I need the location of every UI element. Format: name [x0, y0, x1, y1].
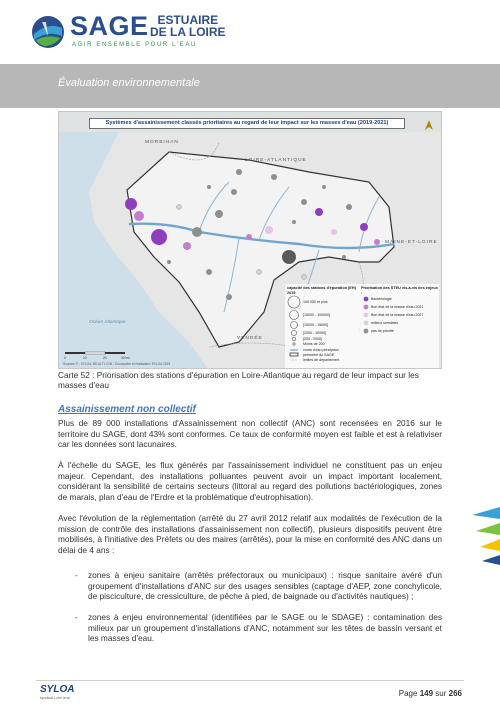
scale-label: 20	[103, 356, 107, 360]
capacity-legend-item: [2000 - 10000[	[303, 331, 327, 335]
line-legend-item: cours d'eau principaux	[303, 348, 339, 352]
footer-logo-subtitle: syndicat Loire aval	[40, 696, 70, 700]
map-caption: Carte 52 : Priorisation des stations d'épuration en Loire-Atlantique au regard de leur impact sur les masses d'eau	[58, 370, 419, 391]
region-label: VENDÉE	[237, 336, 263, 341]
bullet-dash: -	[75, 570, 78, 580]
page-prefix: Page	[398, 689, 418, 698]
logo-tagline: AGIR ENSEMBLE POUR L'EAU	[72, 42, 197, 48]
page-current: 149	[419, 689, 434, 698]
page-header	[0, 0, 500, 62]
capacity-legend-item: [10000 - 15000[	[303, 323, 329, 327]
section-band-title: Évaluation environnementale	[58, 77, 200, 89]
priority-legend-item: pas de priorité	[371, 329, 394, 333]
page-number	[399, 689, 462, 698]
capacity-legend-item: [200 - 2000[	[303, 337, 323, 341]
map-figure	[58, 111, 442, 369]
sage-logo-icon	[30, 14, 66, 50]
paragraph: Plus de 89 000 installations d'Assainissement non collectif (ANC) sont recensées en 2016 sur le territoire du SAGE, dont 43% sont conformes. Ce taux de conformité moyen est faible et est à relativiser car les données sont lacunaires.	[58, 418, 442, 449]
priority-legend-title: Priorisation des STEU vis-à-vis des enjeux :	[361, 286, 438, 295]
logo-sage-text: SAGE	[70, 11, 149, 41]
scale-label: 0	[64, 356, 66, 360]
map-source: Sources © : SYLOA, BD ALTI, IGN - Conception et réalisation: SYLOA 2023	[63, 362, 171, 366]
bullet-dash: -	[75, 612, 78, 622]
region-label: LOIRE-ATLANTIQUE	[245, 158, 307, 163]
ocean-label: Océan Atlantique	[89, 320, 126, 325]
capacity-legend-title: capacité des stations d'épuration (EH) 2019	[287, 286, 356, 295]
footer-divider	[36, 680, 464, 681]
line-legend-item: limites de département	[303, 358, 340, 362]
priority-legend-item: Bon état de la masse d'eau 2027	[371, 313, 424, 317]
logo-estuaire-text	[150, 14, 226, 38]
paragraph: À l'échelle du SAGE, les flux générés par l'assainissement individuel ne constituent pas un enjeu majeur. Cependant, des installations polluantes peuvent avoir un impact important localement, considérant la sensibilité de certains secteurs (littoral au regard des pollutions bactériologiques, zones de marais, plan d'eau de l'Erdre et la problématique d'eutrophisation).	[58, 460, 442, 502]
paragraph: Avec l'évolution de la règlementation (arrêté du 27 avril 2012 relatif aux modalités de l'exécution de la mission de contrôle des installations d'assainissement non collectif), plusieurs dispositifs peuvent être mobilisés, à l'initiative des Préfets ou des maires (arrêtés), pour la mise en conformité des ANC dans un délai de 4 ans :	[58, 513, 442, 555]
section-heading: Assainissement non collectif	[58, 404, 196, 415]
capacity-legend-item: [15000 - 100000[	[303, 313, 331, 317]
logo-estuaire-line1: ESTUAIRE	[157, 13, 219, 27]
region-label: MORBIHAN	[145, 140, 179, 145]
scale-label: 30 km	[121, 356, 130, 360]
page-total: 266	[448, 689, 462, 698]
capacity-legend-item: Moins de 200	[303, 342, 325, 346]
page-separator: sur	[435, 689, 447, 698]
priority-legend-item: Bon état de la masse d'eau 2021	[371, 305, 424, 309]
bullet-text: zones à enjeu sanitaire (arrêtés préfectoraux ou municipaux) : risque sanitaire avéré d'un groupement d'installations d'ANC sur des usages sensibles (captage d'AEP, zone conchylicole, de pisciculture, de cressiculture, de pêche à pied, de baignade ou d'activités nautiques) ;	[88, 570, 442, 601]
priority-legend-item: milieux sensibles	[371, 321, 399, 325]
line-legend-item: périmètre du SAGE	[303, 353, 335, 357]
map-title: Systèmes d'assainissement classés prioritaires au regard de leur impact sur les masses d'eau (2019-2021)	[89, 118, 405, 129]
region-label: MAINE-ET-LOIRE	[385, 240, 438, 245]
decorative-chevrons-icon	[466, 505, 500, 567]
footer-logo: SYLOA	[40, 684, 75, 695]
capacity-legend-item: 100 000 et plus	[303, 300, 328, 304]
logo-estuaire-line2: DE LA LOIRE	[150, 25, 226, 39]
bullet-text: zones à enjeu environnemental (identifiées par le SAGE ou le SDAGE) : contamination des milieux par un groupement d'installations d'ANC, notamment sur les têtes de bassin versant et les masses d'eau.	[88, 612, 442, 643]
scale-label: 10	[83, 356, 87, 360]
priority-legend-item: Bactériologie	[371, 297, 392, 301]
